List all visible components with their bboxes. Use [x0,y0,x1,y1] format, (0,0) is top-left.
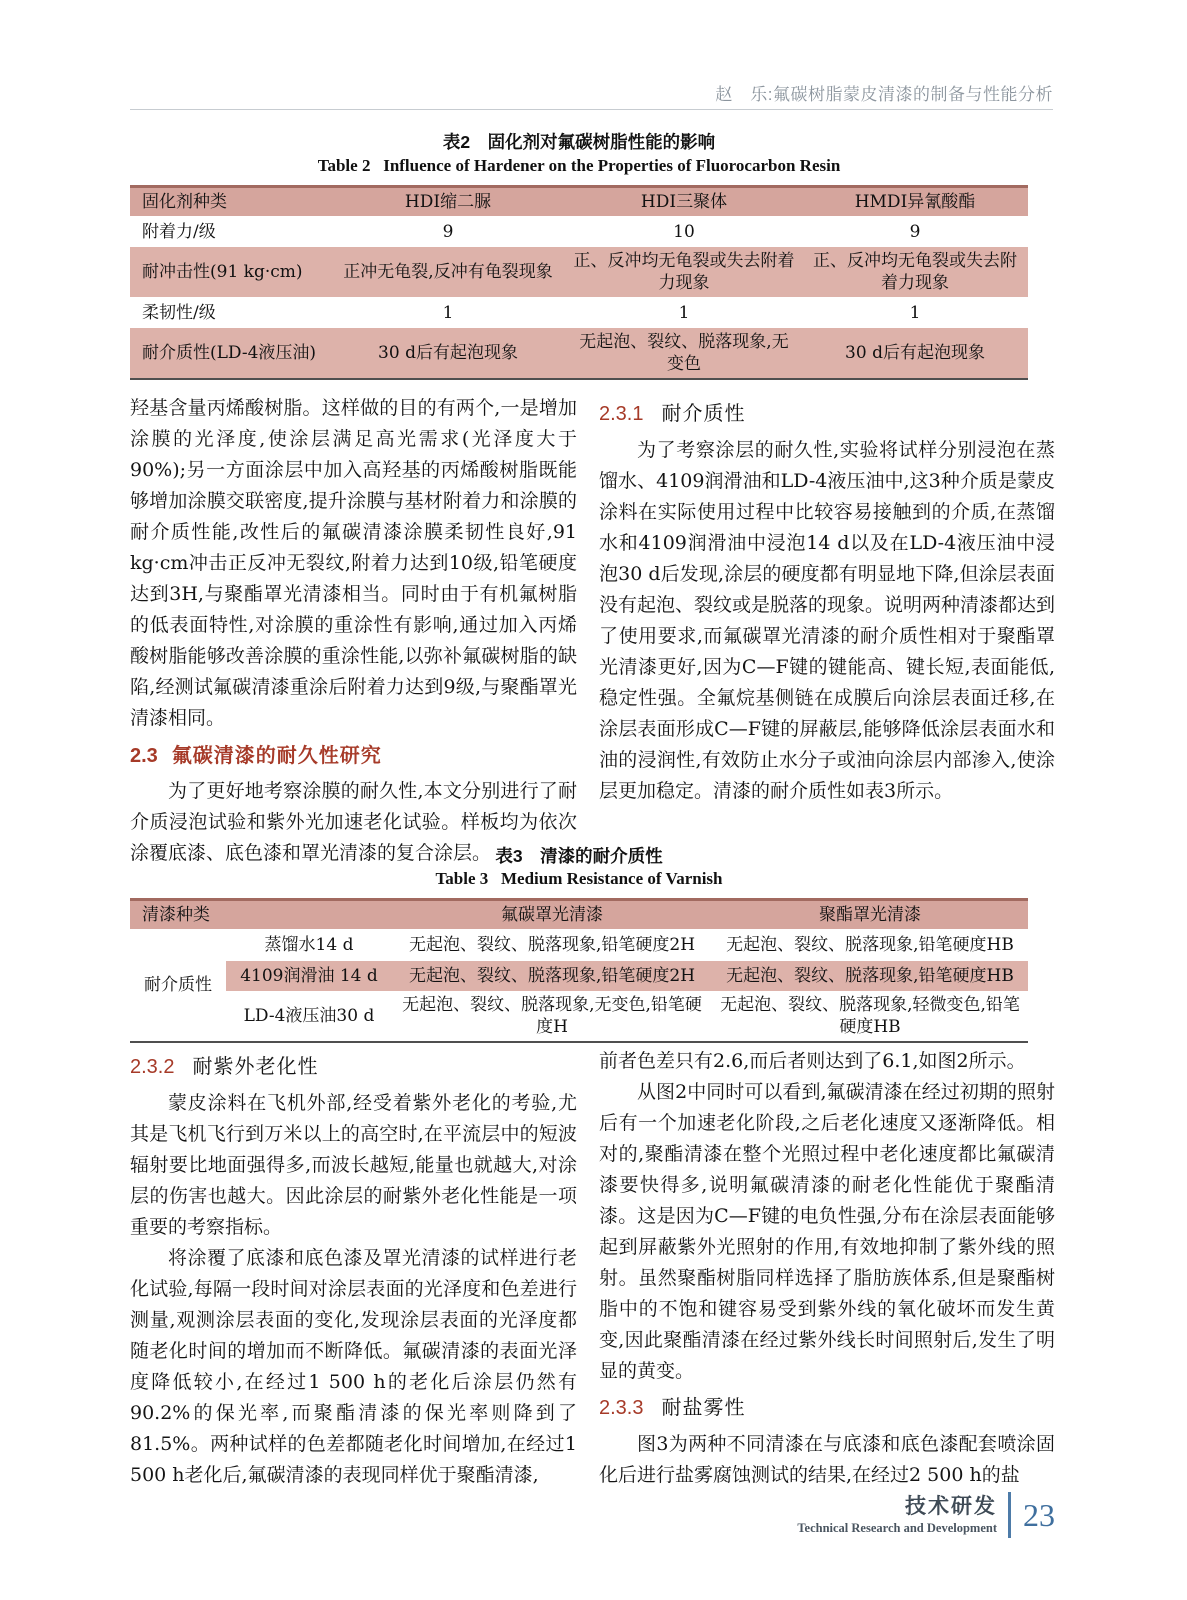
table-row [130,216,1028,247]
table-row [130,991,1028,1042]
footer-divider-bar [1008,1492,1011,1538]
body-paragraph: 从图2中同时可以看到,氟碳清漆在经过初期的照射后有一个加速老化阶段,之后老化速度又逐渐降低。相对的,聚酯清漆在整个光照过程中老化速度都比氟碳清漆要快得多,说明氟碳清漆的耐老化性能优于聚酯清漆。这是因为C—F键的电负性强,分布在涂层表面能够起到屏蔽紫外光照射的作用,有效地抑制了紫外线的照射。虽然聚酯树脂同样选择了脂肪族体系,但是聚酯树脂中的不饱和键容易受到紫外线的氧化破坏而发生黄变,因此聚酯清漆在经过紫外线长时间照射后,发生了明显的黄变。 [599,1081,1055,1382]
table-3-header-cell: 聚酯罩光清漆 [819,905,921,925]
page-number: 23 [1023,1497,1055,1533]
table-cell: 耐介质性(LD-4液压油) [142,343,317,363]
section-heading-2-3-2 [130,1050,577,1084]
table-row-group-label: 耐介质性 [130,929,226,1042]
table-3-header-cell: 氟碳罩光清漆 [501,905,603,925]
table-3-caption-zh: 表3 清漆的耐介质性 [495,846,663,866]
table-2-header-cell: HDI三聚体 [640,192,728,212]
table-cell: 1 [678,302,690,323]
table-cell: 附着力/级 [142,221,216,242]
table-3-header-cell: 清漆种类 [142,905,210,925]
table-cell: 蒸馏水14 d [264,935,354,955]
section-heading-2-3-1 [599,397,1055,431]
table-3-header-row [130,900,1028,930]
page-footer [797,1492,1055,1538]
lower-left-column [130,1046,577,1491]
table-cell: 正、反冲均无龟裂或失去附着力现象 [813,251,1017,293]
table-row [130,297,1028,328]
body-paragraph: 为了考察涂层的耐久性,实验将试样分别浸泡在蒸馏水、4109润滑油和LD-4液压油中,这3种介质是蒙皮涂料在实际使用过程中比较容易接触到的介质,在蒸馏水和4109润滑油中浸泡14 d以及在LD-4液压油中浸泡30 d后发现,涂层的硬度都有明显地下降,但涂层表面没有起泡、裂纹或是脱落的现象。说明两种清漆都达到了使用要求,而氟碳罩光清漆的耐介质性相对于聚酯罩光清漆更好,因为C—F键的键能高、键长短,表面能低,稳定性强。全氟烷基侧链在成膜后向涂层表面迁移,在涂层表面形成C—F键的屏蔽层,能够降低涂层表面水和油的浸润性,有效防止水分子或油向涂层内部渗入,使涂层更加稳定。清漆的耐介质性如表3所示。 [599,439,1056,802]
body-paragraph: 为了更好地考察涂膜的耐久性,本文分别进行了耐介质浸泡试验和紫外光加速老化试验。样板均为依次涂覆底漆、底色漆和罩光清漆的复合涂层。 [130,780,577,864]
table-cell: 柔韧性/级 [142,302,216,323]
table-cell: 30 d后有起泡现象 [378,343,518,363]
table-cell: LD-4液压油30 d [243,1006,375,1026]
table-cell: 1 [442,302,454,323]
section-heading-2-3 [130,741,577,772]
table-2-header-cell: HDI缩二脲 [404,192,492,212]
footer-section-labels [797,1495,997,1535]
table-cell: 无起泡、裂纹、脱落现象,铅笔硬度2H [408,935,696,955]
table-cell: 无起泡、裂纹、脱落现象,铅笔硬度2H [408,966,696,986]
table-2-header-cell: 固化剂种类 [142,192,227,212]
body-paragraph: 前者色差只有2.6,而后者则达到了6.1,如图2所示。 [599,1050,1026,1072]
table-row [130,328,1028,379]
table-cell: 无起泡、裂纹、脱落现象,无变色 [579,332,789,374]
table-2-caption-zh: 表2 固化剂对氟碳树脂性能的影响 [442,132,716,152]
section-number: 2.3.3 [599,1397,644,1419]
section-title: 氟碳清漆的耐久性研究 [171,745,382,767]
table-cell: 无起泡、裂纹、脱落现象,轻微变色,铅笔硬度HB [720,995,1020,1037]
body-paragraph: 将涂覆了底漆和底色漆及罩光清漆的试样进行老化试验,每隔一段时间对涂层表面的光泽度和色差进行测量,观测涂层表面的变化,发现涂层表面的光泽度都随老化时间的增加而不断降低。氟碳清漆的表面光泽度降低较小,在经过1 500 h的老化后涂层仍然有90.2%的保光率,而聚酯清漆的保光率则降到了81.5%。两种试样的色差都随老化时间增加,在经过1 500 h老化后,氟碳清漆的表现同样优于聚酯清漆, [130,1247,577,1486]
upper-columns [130,393,1055,869]
table-cell: 正、反冲均无龟裂或失去附着力现象 [573,251,795,293]
section-number: 2.3.2 [130,1056,175,1078]
lower-right-column [599,1046,1055,1491]
table-cell: 30 d后有起泡现象 [845,343,985,363]
table-cell: 无起泡、裂纹、脱落现象,无变色,铅笔硬度H [402,995,702,1037]
table-row [130,247,1028,297]
table-2-caption-en: Table 2 Influence of Hardener on the Properties of Fluorocarbon Resin [317,156,841,175]
table-2-header-cell: HMDI异氰酸酯 [854,192,976,212]
footer-section-zh: 技术研发 [905,1495,997,1518]
table-cell: 9 [909,221,921,242]
table-cell: 正冲无龟裂,反冲有龟裂现象 [343,262,553,282]
table-cell: 无起泡、裂纹、脱落现象,铅笔硬度HB [726,966,1014,986]
table-cell: 1 [909,302,921,323]
body-paragraph: 蒙皮涂料在飞机外部,经受着紫外老化的考验,尤其是飞机飞行到万米以上的高空时,在平流层中的短波辐射要比地面强得多,而波长越短,能量也就越大,对涂层的伤害也越大。因此涂层的耐紫外老化性能是一项重要的考察指标。 [130,1092,577,1238]
table-cell: 9 [442,221,454,242]
table-cell: 4109润滑油 14 d [240,966,378,986]
table-2 [130,185,1028,380]
section-title: 耐介质性 [661,401,746,425]
table-3-caption-en: Table 3 Medium Resistance of Varnish [435,869,723,888]
body-paragraph: 图3为两种不同清漆在与底漆和底色漆配套喷涂固化后进行盐雾腐蚀测试的结果,在经过2 500 h的盐 [599,1433,1055,1486]
table-2-header-row [130,187,1028,217]
section-number: 2.3 [130,745,158,767]
table-row [130,961,1028,991]
section-number: 2.3.1 [599,403,644,425]
body-paragraph: 羟基含量丙烯酸树脂。这样做的目的有两个,一是增加涂膜的光泽度,使涂层满足高光需求(光泽度大于90%);另一方面涂层中加入高羟基的丙烯酸树脂既能够增加涂膜交联密度,提升涂膜与基材附着力和涂膜的耐介质性能,改性后的氟碳清漆涂膜柔韧性良好,91 kg·cm冲击正反冲无裂纹,附着力达到10级,铅笔硬度达到3H,与聚酯罩光清漆相当。同时由于有机氟树脂的低表面特性,对涂膜的重涂性有影响,通过加入丙烯酸树脂能够改善涂膜的重涂性能,以弥补氟碳树脂的缺陷,经测试氟碳清漆重涂后附着力达到9级,与聚酯罩光清漆相同。 [130,397,577,729]
lower-columns [130,1046,1055,1491]
upper-left-column [130,393,577,869]
table-row [130,929,1028,961]
table-cell: 耐冲击性(91 kg·cm) [142,262,303,282]
table-3 [130,898,1028,1043]
footer-section-en: Technical Research and Development [797,1521,997,1535]
table-cell: 无起泡、裂纹、脱落现象,铅笔硬度HB [726,935,1014,955]
section-title: 耐盐雾性 [661,1395,746,1419]
section-title: 耐紫外老化性 [192,1054,319,1078]
table-cell: 10 [673,221,695,242]
upper-right-column [599,393,1055,869]
header-rule [130,109,1053,110]
running-head: 赵 乐:氟碳树脂蒙皮清漆的制备与性能分析 [715,85,1053,104]
section-heading-2-3-3 [599,1391,1055,1425]
